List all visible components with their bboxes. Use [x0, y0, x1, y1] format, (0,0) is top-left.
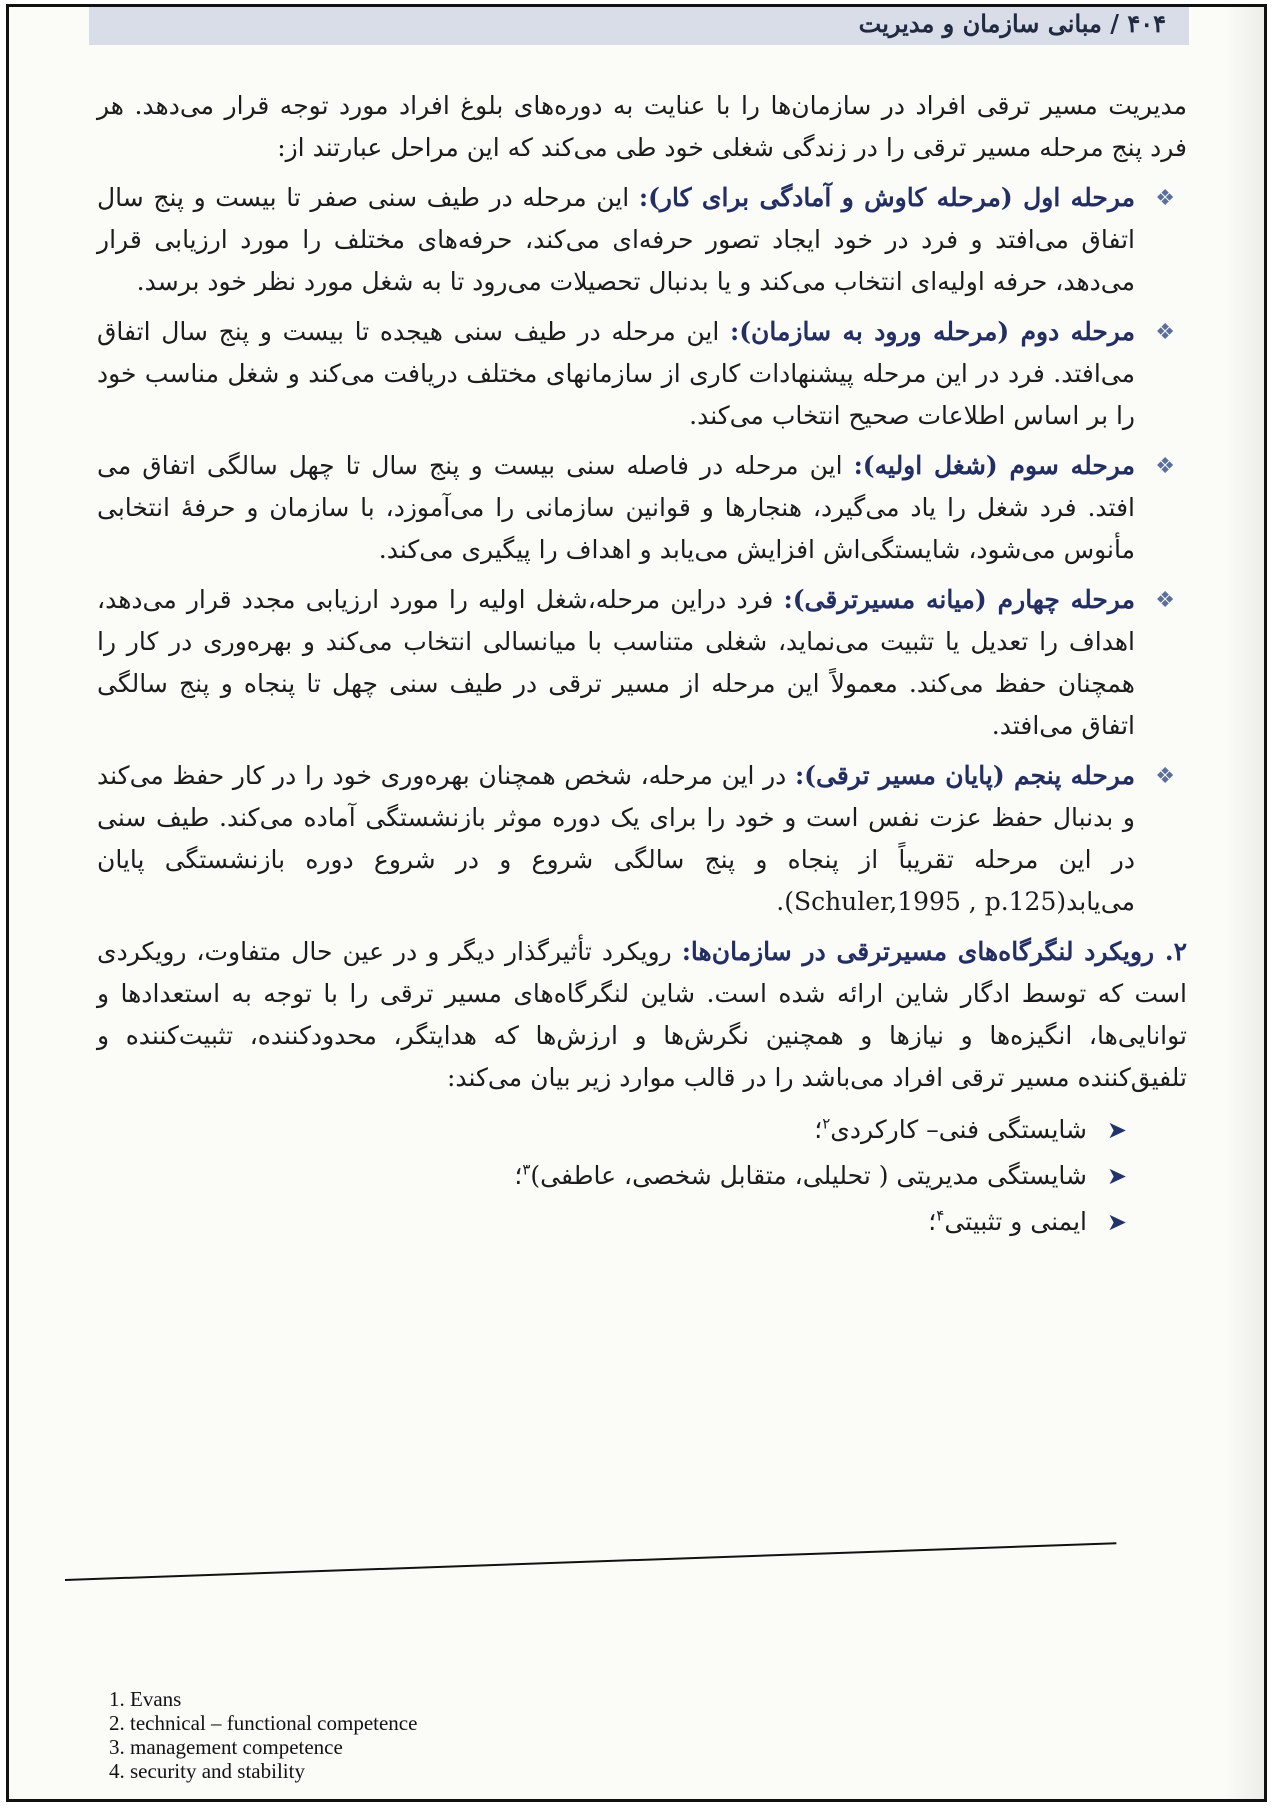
- stage-title: مرحله چهارم (میانه مسیرترقی):: [783, 585, 1135, 614]
- footnotes: [109, 1687, 417, 1783]
- page-content: [97, 85, 1187, 1245]
- section-title: ۲. رویکرد لنگرگاه‌های مسیرترقی در سازمان‌ها:: [681, 937, 1188, 966]
- stage-3: [97, 445, 1187, 571]
- stage-5: [97, 755, 1187, 923]
- stage-4: [97, 579, 1187, 747]
- stage-text: این مرحله در فاصله سنی بیست و پنج سال تا چهل سالگی اتفاق می افتد. فرد شغل را یاد می‌گیرد، هنجارها و قوانین سازمانی را می‌آموزد، با سازمان و حرفهٔ انتخابی مأنوس می‌شود، شایستگی‌اش افزایش می‌یابد و اهداف را پیگیری می‌کند.: [97, 451, 1135, 564]
- arrow-bullet-icon: ➤: [1106, 1162, 1127, 1190]
- list-item: [97, 1199, 1127, 1245]
- stage-text: این مرحله در طیف سنی هیجده تا بیست و پنج سال اتفاق می‌افتد. فرد در این مرحله پیشنهادات کاری از سازمانهای مختلف دریافت می‌کند و شغل مناسب خود را بر اساس اطلاعات صحیح انتخاب می‌کند.: [97, 317, 1135, 430]
- diamond-bullet-icon: ❖: [1155, 764, 1175, 789]
- list-item-end: ؛: [514, 1161, 523, 1190]
- stage-title: مرحله دوم (مرحله ورود به سازمان):: [730, 317, 1135, 346]
- diamond-bullet-icon: ❖: [1155, 454, 1175, 479]
- list-item: [97, 1107, 1127, 1153]
- section-paragraph: [97, 931, 1187, 1099]
- page-frame: [6, 4, 1267, 1802]
- list-item-end: ؛: [928, 1207, 937, 1236]
- stage-2: [97, 311, 1187, 437]
- footnote-ref: ۴: [936, 1206, 945, 1225]
- stage-title: مرحله پنجم (پایان مسیر ترقی):: [794, 761, 1135, 790]
- footnote-3: 3. management competence: [109, 1735, 343, 1759]
- page-edge-shadow: [1224, 7, 1264, 1799]
- stage-title: مرحله سوم (شغل اولیه):: [853, 451, 1135, 480]
- stage-text: فرد دراین مرحله،شغل اولیه را مورد ارزیابی مجدد قرار می‌دهد، اهداف را تعدیل یا تثبیت می‌نماید، شغلی متناسب با میانسالی انتخاب می‌کند و بهره‌وری در کار را همچنان حفظ می‌کند. معمولاً این مرحله از مسیر ترقی در طیف سنی چهل تا پنجاه و پنج سالگی اتفاق می‌افتد.: [97, 585, 1135, 740]
- list-item: [97, 1153, 1127, 1199]
- stage-title: مرحله اول (مرحله کاوش و آمادگی برای کار):: [638, 183, 1135, 212]
- list-item-text: ایمنی و تثبیتی: [944, 1207, 1087, 1236]
- anchor-list: [97, 1107, 1187, 1245]
- running-head: ۴۰۴ / مبانی سازمان و مدیریت: [858, 9, 1166, 38]
- stage-text: این مرحله در طیف سنی صفر تا بیست و پنج سال اتفاق می‌افتد و فرد در خود ایجاد تصور حرفه‌ای می‌کند، حرفه‌های مختلف را مورد ارزیابی قرار می‌دهد، حرفه اولیه‌ای انتخاب می‌کند و یا بدنبال تحصیلات می‌رود تا به شغل مورد نظر خود برسد.: [97, 183, 1135, 296]
- footnote-1: 1. Evans: [109, 1687, 182, 1711]
- arrow-bullet-icon: ➤: [1106, 1208, 1127, 1236]
- arrow-bullet-icon: ➤: [1106, 1116, 1127, 1144]
- footnote-4: 4. security and stability: [109, 1759, 305, 1783]
- list-item-text: شایستگی فنی– کارکردی: [830, 1115, 1087, 1144]
- intro-paragraph: مدیریت مسیر ترقی افراد در سازمان‌ها را با عنایت به دوره‌های بلوغ افراد مورد توجه قرار می‌دهد. هر فرد پنج مرحله مسیر ترقی را در زندگی شغلی خود طی می‌کند که این مراحل عبارتند از:: [97, 91, 1187, 162]
- list-item-text: شایستگی مدیریتی ( تحلیلی، متقابل شخصی، عاطفی): [530, 1161, 1087, 1190]
- footnote-ref: ۳: [522, 1160, 531, 1179]
- stage-1: [97, 177, 1187, 303]
- stage-text: در این مرحله، شخص همچنان بهره‌وری خود را در کار حفظ می‌کند و بدنبال حفظ عزت نفس است و خود را برای یک دوره موثر بازنشستگی آماده می‌کند. طیف سنی در این مرحله تقریباً از پنجاه و پنج سالگی شروع و در شروع دوره بازنشستگی پایان می‌یابد(Schuler,1995 , p.125).: [97, 761, 1135, 916]
- list-item-end: ؛: [814, 1115, 823, 1144]
- footnote-2: 2. technical – functional competence: [109, 1711, 418, 1735]
- section-text: رویکرد تأثیرگذار دیگر و در عین حال متفاوت، رویکردی است که توسط ادگار شاین ارائه شده است. شاین لنگرگاه‌های مسیر ترقی را با توجه به استعدادها و توانایی‌ها، انگیزه‌ها و نیازها و همچنین نگرش‌ها و ارزش‌ها که هدایتگر، محدودکننده، تثبیت‌کننده و تلفیق‌کننده مسیر ترقی افراد می‌باشد را در قالب موارد زیر بیان می‌کند:: [97, 937, 1187, 1092]
- diamond-bullet-icon: ❖: [1155, 186, 1175, 211]
- footnote-ref: ۲: [822, 1114, 831, 1133]
- diamond-bullet-icon: ❖: [1155, 588, 1175, 613]
- diamond-bullet-icon: ❖: [1155, 320, 1175, 345]
- footnote-divider: [65, 1542, 1116, 1581]
